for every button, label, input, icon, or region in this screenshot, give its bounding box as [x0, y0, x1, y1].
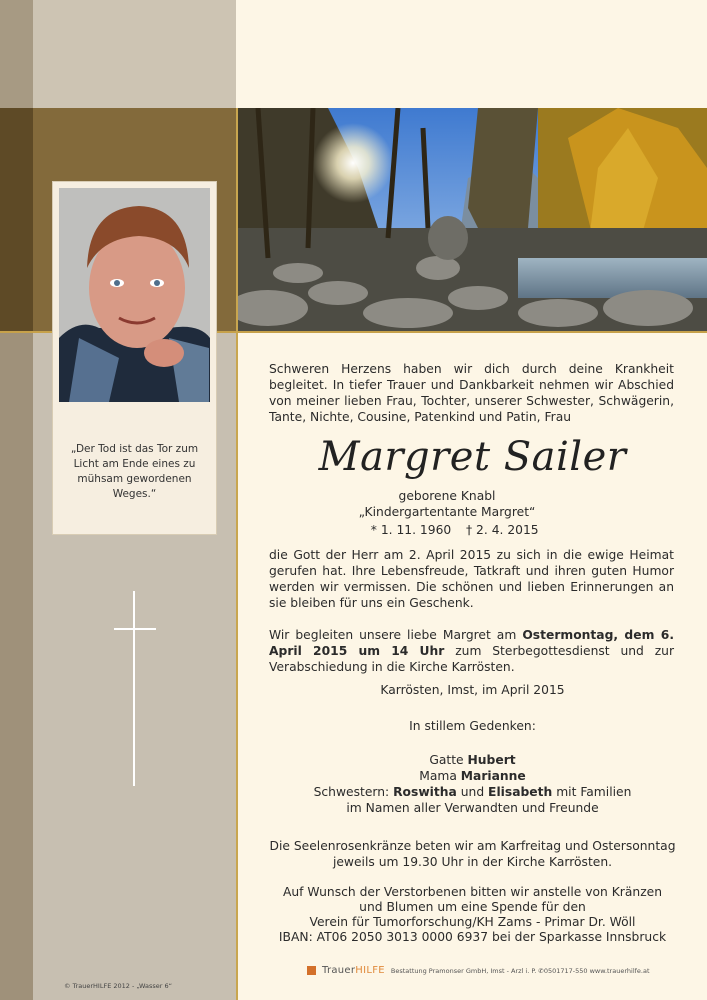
cross-icon: [114, 591, 156, 786]
birth-date: * 1. 11. 1960: [370, 523, 452, 537]
rosary-line-1: Die Seelenrosenkränze beten wir am Karfreitag und Ostersonntag: [269, 839, 676, 853]
deceased-name: Margret Sailer: [318, 434, 627, 480]
footer-contact: [307, 965, 687, 976]
mourner-others: im Namen aller Verwandten und Freunde: [346, 801, 599, 815]
death-date: † 2. 4. 2015: [466, 523, 539, 537]
donation-line-1: Auf Wunsch der Verstorbenen bitten wir anstelle von Kränzen: [282, 885, 663, 899]
donation-line-2: und Blumen um eine Spende für den: [359, 900, 586, 914]
funeral-text: Wir begleiten unsere liebe Margret am Ostermontag, dem 6. April 2015 um 14 Uhr zum Sterbegottesdienst und zur Verabschiedung in die Kirche Karrösten.: [269, 628, 674, 674]
rosary-line-2: jeweils um 19.30 Uhr in der Kirche Karrösten.: [332, 855, 613, 869]
born-name: geborene Knabl: [398, 489, 496, 503]
footer-copyright: © TrauerHILFE 2012 - „Wasser 6“: [64, 982, 172, 990]
band-mid-dark: [0, 108, 33, 333]
mourner-mother: Mama Marianne: [419, 769, 526, 783]
footer-address: Bestattung Pramonser GmbH, Imst - Arzl i. P. ✆0501717-550 www.trauerhilfe.at: [390, 966, 650, 975]
main-text: die Gott der Herr am 2. April 2015 zu sich in die ewige Heimat gerufen hat. Ihre Lebensfreude, Tatkraft und ihren guten Humor werden wir vermissen. Die schönen und lieben Erinnerungen an sie bleiben für uns ein Geschenk.: [269, 548, 674, 610]
portrait-card: [53, 182, 216, 534]
band-top-dark: [0, 0, 33, 108]
donation-line-4: IBAN: AT06 2050 3013 0000 6937 bei der Sparkasse Innsbruck: [278, 930, 667, 944]
quote-text: „Der Tod ist das Tor zum Licht am Ende eines zu mühsam gewordenen Weges.“: [70, 443, 199, 500]
band-lower-dark: [0, 333, 33, 1000]
nickname: „Kindergartentante Margret“: [358, 505, 536, 519]
place-date: Karrösten, Imst, im April 2015: [380, 683, 565, 697]
trauerhilfe-logo-icon: [307, 966, 316, 975]
mourner-husband: Gatte Hubert: [429, 753, 516, 767]
mourner-sisters: Schwestern: Roswitha und Elisabeth mit Familien: [313, 785, 632, 799]
landscape-photo: [238, 108, 707, 331]
band-top: [0, 0, 236, 108]
trauerhilfe-logo: TrauerHILFE: [322, 965, 385, 976]
intro-text: Schweren Herzens haben wir dich durch deine Krankheit begleitet. In tiefer Trauer und Dankbarkeit nehmen wir Abschied von meiner lieben Frau, Tochter, unserer Schwester, Schwägerin, Tante, Nichte, Cousine, Patenkind und Patin, Frau: [269, 362, 674, 424]
portrait-photo: [59, 188, 210, 402]
memory-heading: In stillem Gedenken:: [409, 719, 536, 733]
donation-line-3: Verein für Tumorforschung/KH Zams - Primar Dr. Wöll: [309, 915, 636, 929]
